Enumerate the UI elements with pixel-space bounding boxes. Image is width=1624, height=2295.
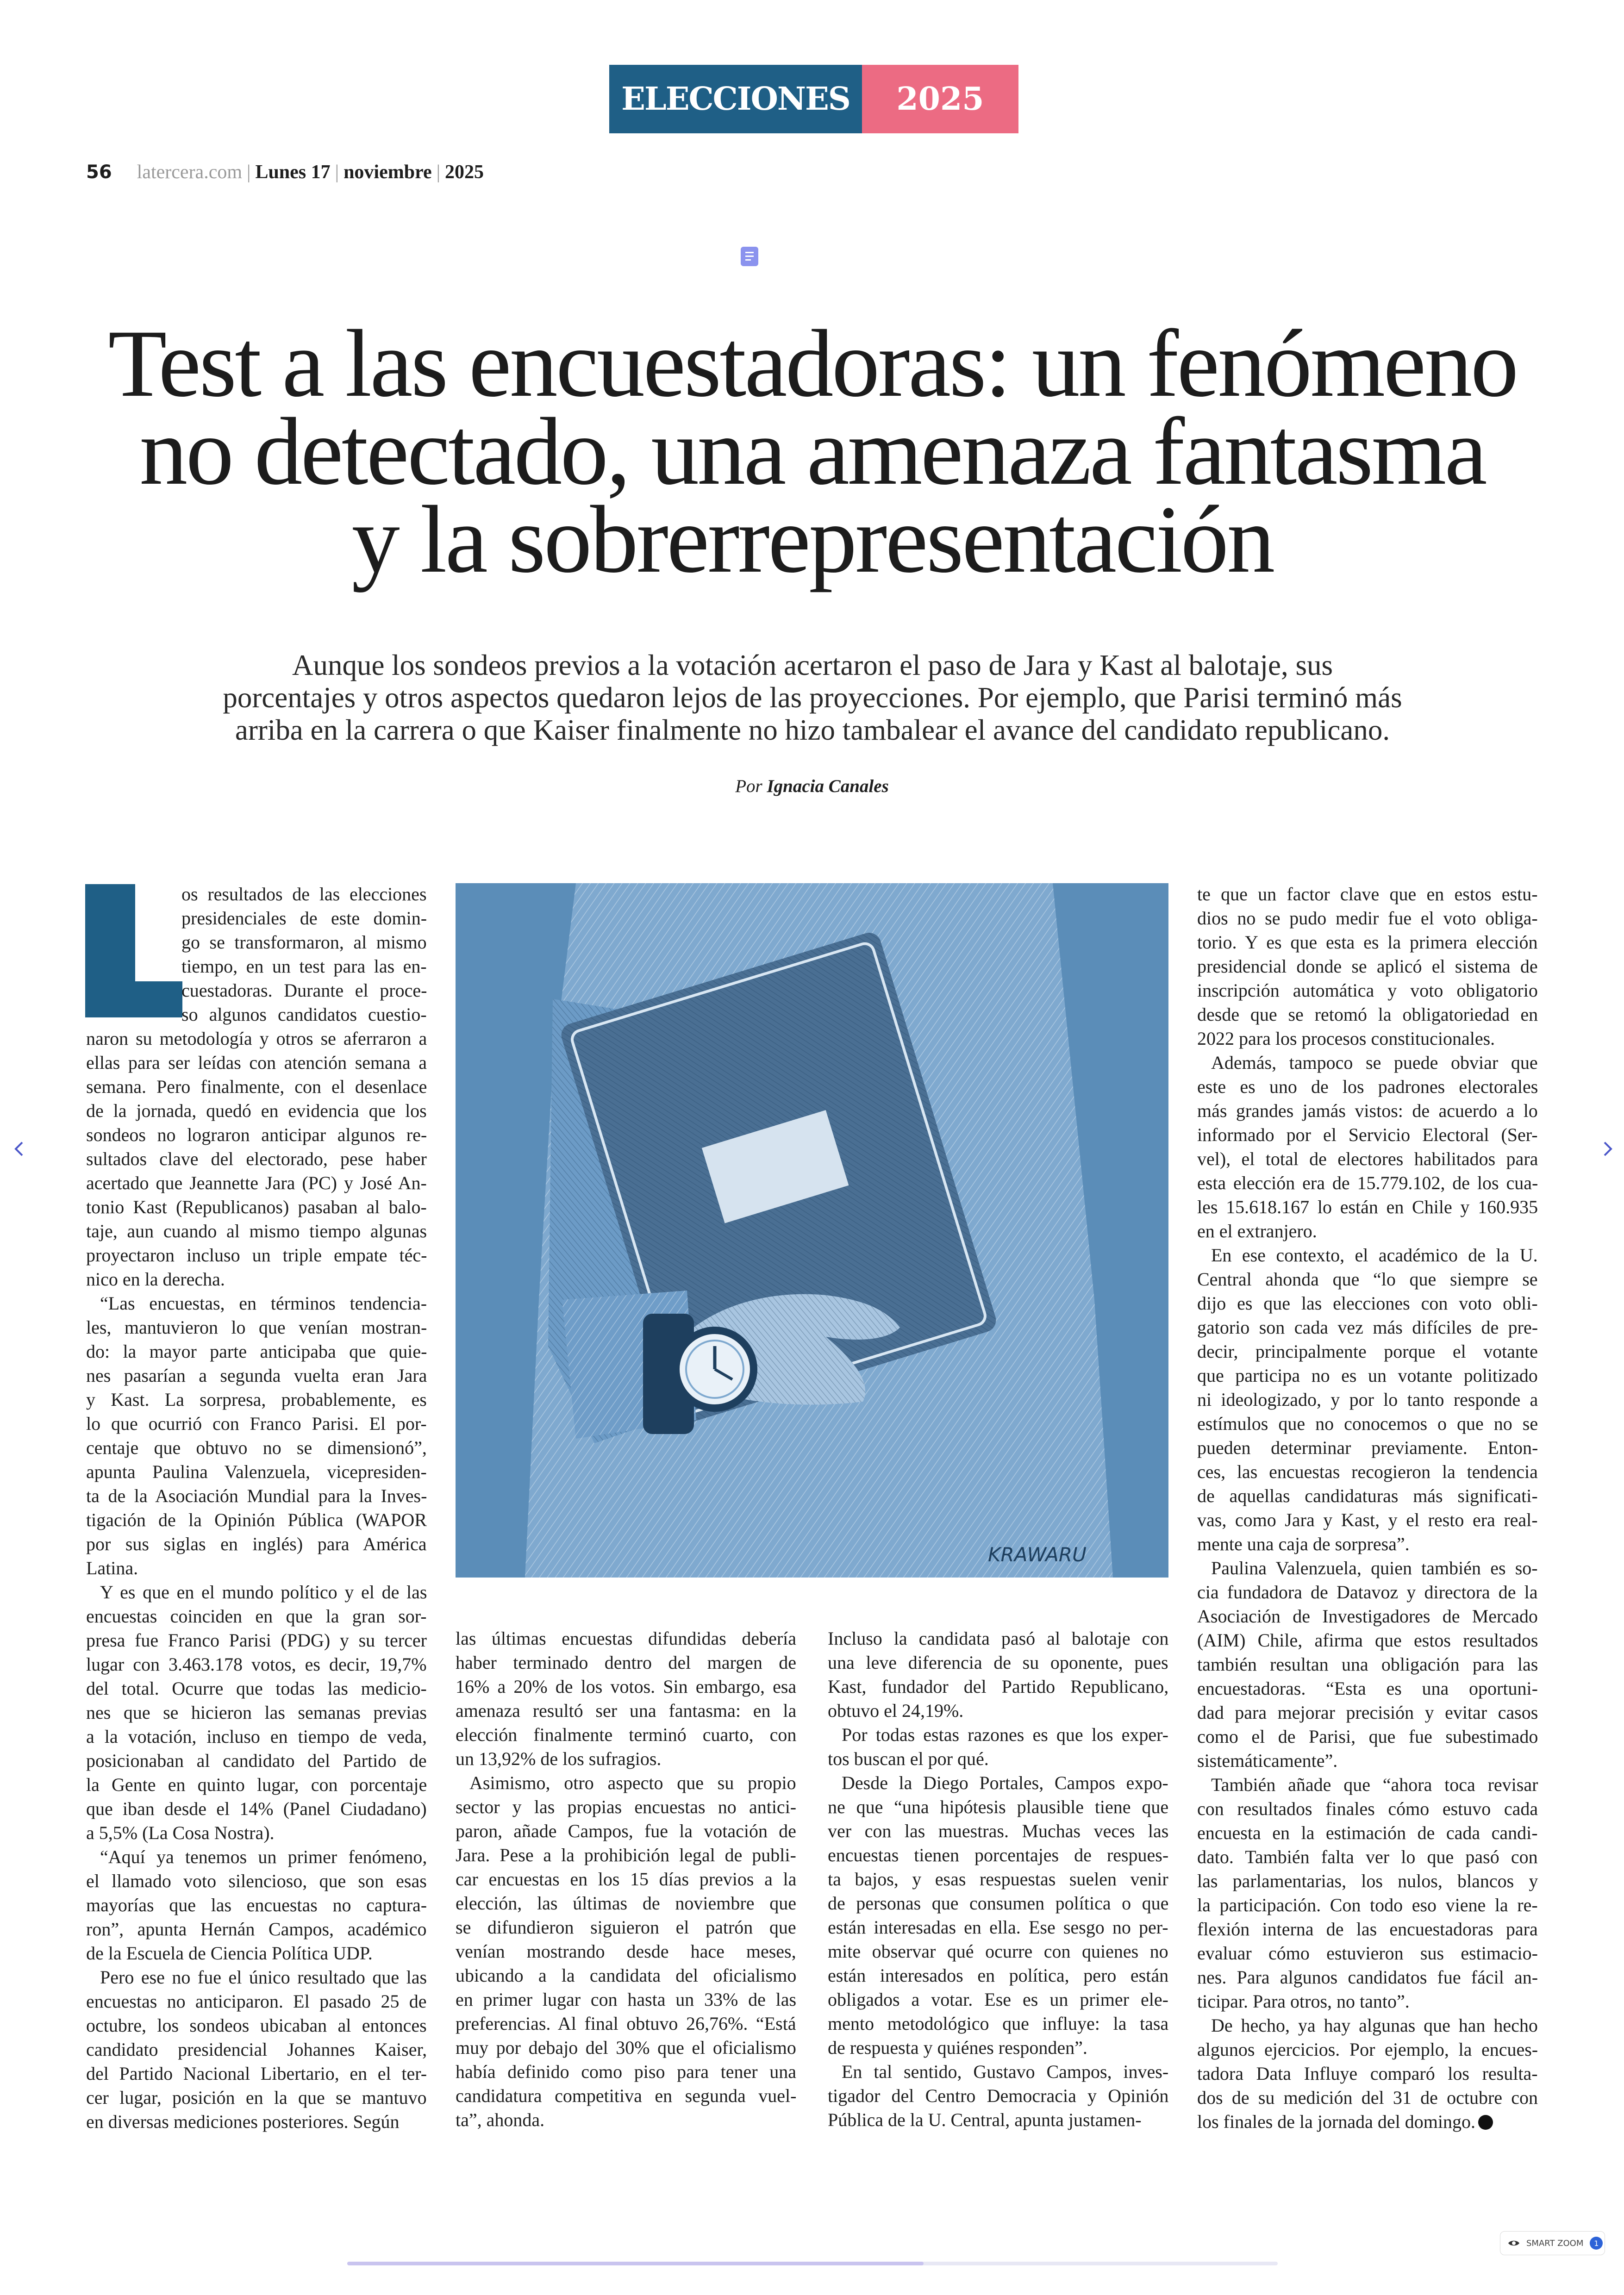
body-text-line: gatorio son cada vez más difíciles de pre- bbox=[1197, 1317, 1538, 1338]
body-text-line: ubicando a la candidata del oficialismo bbox=[456, 1965, 797, 1986]
drop-cap-letter-l bbox=[85, 884, 135, 1017]
body-text-line: paron, añade Campos, fue la votación de bbox=[456, 1821, 796, 1841]
body-text-line: lo que ocurrió con Franco Parisi. El por- bbox=[86, 1413, 427, 1434]
folio-separator: | bbox=[247, 162, 251, 183]
body-text-line: Jara. Pese a la prohibición legal de publi- bbox=[456, 1845, 796, 1865]
body-text-line: también resultan una obligación para las bbox=[1197, 1654, 1538, 1675]
body-text-line: están interesadas en ella. Ese sesgo no per- bbox=[828, 1917, 1168, 1938]
body-text-line: apunta Paulina Valenzuela, vicepresiden- bbox=[86, 1461, 427, 1482]
body-text-line: ellas para ser leídas con atención semana a bbox=[86, 1052, 427, 1073]
body-text-line: la Gente en quinto lugar, con porcentaje bbox=[86, 1774, 427, 1795]
folio-year: 2025 bbox=[445, 162, 484, 183]
body-text-line: “Aquí ya tenemos un primer fenómeno, bbox=[100, 1846, 427, 1867]
headline-line: no detectado, una amenaza fantasma bbox=[139, 398, 1486, 505]
dek-line: Aunque los sondeos previos a la votación acertaron el paso de Jara y Kast al balotaje, sus bbox=[292, 649, 1333, 681]
body-text-line: en el extranjero. bbox=[1197, 1221, 1317, 1241]
author-name: Ignacia Canales bbox=[767, 776, 889, 796]
article-dek bbox=[157, 649, 1468, 746]
body-text-line: Por todas estas razones es que los exper- bbox=[842, 1724, 1169, 1745]
body-text-line: vas, como Jara y Kast, y el resto era real- bbox=[1197, 1509, 1538, 1530]
body-text-line: mayorías que las encuestas no captura- bbox=[86, 1895, 427, 1915]
body-text-line: “Las encuestas, en términos tendencia- bbox=[100, 1293, 427, 1314]
body-text-line: proyectaron incluso un triple empate téc- bbox=[86, 1245, 427, 1266]
body-text-line: tadora Data Influye comparó los resulta- bbox=[1197, 2063, 1538, 2084]
body-text-line: cuestadoras. Durante el proce- bbox=[181, 980, 427, 1001]
body-text-line: dios no se pudo medir fue el voto obliga- bbox=[1197, 908, 1538, 929]
eye-icon bbox=[1508, 2239, 1520, 2247]
body-text-line: algunos ejercicios. Por ejemplo, la encues- bbox=[1197, 2039, 1538, 2060]
body-text-line: que participa no es un votante politizado bbox=[1197, 1365, 1538, 1386]
body-text-line: encuestas coinciden en que la gran sor- bbox=[86, 1606, 427, 1627]
body-text-line: 2022 para los procesos constitucionales. bbox=[1197, 1028, 1495, 1049]
body-text-line: en diversas mediciones posteriores. Según bbox=[86, 2111, 400, 2132]
body-text-line: so algunos candidatos cuestio- bbox=[181, 1004, 427, 1025]
body-text-line: había definido como piso para tener una bbox=[456, 2061, 796, 2082]
body-text-line: se difundieron siguieron el patrón que bbox=[456, 1917, 796, 1938]
body-text-line: tigación de la Opinión Pública (WAPOR bbox=[86, 1509, 427, 1530]
body-text-line: lugar con 3.463.178 votos, es decir, 19,7% bbox=[86, 1654, 427, 1675]
body-text-line: te que un factor clave que en estos estu- bbox=[1197, 884, 1538, 904]
body-text-line: del Partido Nacional Libertario, en el ter- bbox=[86, 2063, 427, 2084]
smart-zoom-badge: 1 bbox=[1590, 2237, 1603, 2250]
body-text-line: ces, las encuestas recogieron la tendencia bbox=[1197, 1461, 1538, 1482]
body-text-line: les 15.618.167 lo están en Chile y 160.935 bbox=[1197, 1197, 1538, 1217]
body-text-line: tonio Kast (Republicanos) pasaban al balo- bbox=[86, 1197, 427, 1217]
body-text-line: pueden determinar previamente. Enton- bbox=[1197, 1437, 1538, 1458]
body-text-line: encuesta en la estimación de cada candi- bbox=[1197, 1822, 1538, 1843]
body-text-line: nes pasarían a segunda vuelta eran Jara bbox=[86, 1365, 427, 1386]
body-text-line: mento metodológico que influye: la tasa bbox=[828, 2013, 1169, 2034]
body-text-line: del total. Ocurre que todas las medicio- bbox=[86, 1678, 427, 1699]
body-text-line: do: la mayor parte anticipaba que quie- bbox=[86, 1341, 427, 1362]
body-text-line: Latina. bbox=[86, 1558, 138, 1578]
article-text-icon[interactable] bbox=[741, 247, 758, 266]
body-text-line: ver con las muestras. Muchas veces las bbox=[828, 1821, 1169, 1841]
body-text-line: muy por debajo del 30% que el oficialismo bbox=[456, 2037, 796, 2058]
body-text-line: y Kast. La sorpresa, probablemente, es bbox=[86, 1389, 427, 1410]
body-text-line: un 13,92% de los sufragios. bbox=[456, 1748, 662, 1769]
body-text-line: elección finalmente terminó cuarto, con bbox=[456, 1724, 797, 1745]
illustration-person-holding-book bbox=[456, 883, 1168, 1578]
body-text-line: acertado que Jeannette Jara (PC) y José An- bbox=[86, 1172, 427, 1193]
byline bbox=[694, 776, 930, 797]
body-text-line: Asimismo, otro aspecto que su propio bbox=[469, 1772, 796, 1793]
body-text-line: sistemáticamente”. bbox=[1197, 1750, 1338, 1771]
body-text-line: las parlamentarias, los nulos, blancos y bbox=[1197, 1871, 1538, 1891]
body-text-line: torio. Y es que esta es la primera elección bbox=[1197, 932, 1538, 953]
illustration-signature: KRAWARU bbox=[988, 1543, 1087, 1566]
body-text-line: preferencias. Al final obtuvo 26,76%. “Está bbox=[456, 2013, 796, 2034]
body-text-line: de aquellas candidaturas más significati- bbox=[1197, 1485, 1538, 1506]
body-text-line: encuestas no anticiparon. El pasado 25 de bbox=[86, 1991, 427, 2012]
body-text-line: mite observar qué ocurre con quienes no bbox=[828, 1941, 1168, 1962]
body-text-line: por sus siglas en inglés) para América bbox=[86, 1534, 427, 1554]
body-text-line: os resultados de las elecciones bbox=[181, 884, 427, 904]
body-text-line: encuestas tienen porcentajes de respues- bbox=[828, 1845, 1169, 1865]
body-text-line: Pública de la U. Central, apunta justamen- bbox=[828, 2109, 1142, 2130]
previous-page-icon[interactable] bbox=[10, 1140, 29, 1158]
body-text-line: encuestadoras. “Esta es una oportuni- bbox=[1197, 1678, 1538, 1699]
body-text-line: Y es que en el mundo político y el de las bbox=[100, 1582, 427, 1603]
body-text-line: Central ahonda que “lo que siempre se bbox=[1197, 1269, 1538, 1290]
body-text-line: en primer lugar con hasta un 33% de las bbox=[456, 1989, 797, 2010]
body-text-line: También añade que “ahora toca revisar bbox=[1211, 1774, 1538, 1795]
body-text-line: mente una caja de sorpresa”. bbox=[1197, 1534, 1410, 1554]
body-text-line: informado por el Servicio Electoral (Ser- bbox=[1197, 1124, 1538, 1145]
body-text-line: (AIM) Chile, afirma que estos resultados bbox=[1197, 1630, 1538, 1651]
byline-prefix: Por bbox=[735, 776, 762, 796]
body-text-line: ta de la Asociación Mundial para la Inves- bbox=[86, 1485, 427, 1506]
article-headline bbox=[56, 310, 1569, 592]
site-name: latercera.com bbox=[137, 162, 243, 183]
body-text-line: octubre, los sondeos ubicaban al entonces bbox=[86, 2015, 427, 2036]
body-text-line: naron su metodología y otros se aferraron a bbox=[86, 1028, 427, 1049]
folio-day: Lunes 17 bbox=[255, 162, 331, 183]
dek-line: arriba en la carrera o que Kaiser finalmente no hizo tambalear el avance del candidato republicano. bbox=[235, 714, 1390, 746]
body-text-line: nes. Para algunos candidatos fue fácil an- bbox=[1197, 1967, 1538, 1988]
page-scroll-thumb[interactable] bbox=[347, 2262, 924, 2265]
body-text-line: De hecho, ya hay algunas que han hecho bbox=[1211, 2015, 1538, 2036]
body-text-line: dato. También falta ver lo que pasó con bbox=[1197, 1846, 1538, 1867]
folio-month: noviembre bbox=[344, 162, 432, 183]
body-text-line: esta elección era de 15.779.102, de los cua- bbox=[1197, 1172, 1538, 1193]
body-text-line: de respuesta y quiénes responden”. bbox=[828, 2037, 1087, 2058]
headline-line: y la sobrerrepresentación bbox=[351, 486, 1274, 592]
body-text-line: obligados a votar. Ese es un primer ele- bbox=[828, 1989, 1168, 2010]
section-label: ELECCIONES bbox=[609, 65, 862, 133]
body-text-line: tos buscan el por qué. bbox=[828, 1748, 989, 1769]
body-text-line: haber terminado dentro del margen de bbox=[456, 1652, 797, 1673]
headline-line: Test a las encuestadoras: un fenómeno bbox=[108, 310, 1517, 417]
folio-separator: | bbox=[436, 162, 441, 183]
section-year: 2025 bbox=[862, 65, 1018, 133]
body-text-line: dijo es que las elecciones con voto obli- bbox=[1197, 1293, 1538, 1314]
body-text-line: go se transformaron, al mismo bbox=[181, 932, 427, 953]
body-text-line: presa fue Franco Parisi (PDG) y su tercer bbox=[86, 1630, 427, 1651]
body-text-line: sector y las propias encuestas no antici- bbox=[456, 1796, 797, 1817]
body-text-line: sondeos no lograron anticipar algunos re- bbox=[86, 1124, 427, 1145]
body-text-line: de la Escuela de Ciencia Política UDP. bbox=[86, 1943, 373, 1964]
body-text-line: nico en la derecha. bbox=[86, 1269, 225, 1290]
body-text-line: Incluso la candidata pasó al balotaje con bbox=[828, 1628, 1169, 1649]
body-text-line: con resultados finales cómo estuvo cada bbox=[1197, 1798, 1538, 1819]
body-text-line: Pero ese no fue el único resultado que las bbox=[100, 1967, 427, 1988]
body-text-line: Kast, fundador del Partido Republicano, bbox=[828, 1676, 1169, 1697]
body-text-line: presidencial donde se aplicó el sistema de bbox=[1197, 956, 1538, 977]
dek-line: porcentajes y otros aspectos quedaron lejos de las proyecciones. Por ejemplo, que Parisi terminó más bbox=[223, 681, 1402, 714]
section-banner bbox=[609, 65, 1018, 133]
body-text-line: presidenciales de este domin- bbox=[181, 908, 427, 929]
body-text-line: inscripción automática y voto obligatorio bbox=[1197, 980, 1538, 1001]
body-text-line: a 5,5% (La Cosa Nostra). bbox=[86, 1822, 275, 1843]
body-text-line: tigador del Centro Democracia y Opinión bbox=[828, 2085, 1169, 2106]
body-text-line: candidato presidencial Johannes Kaiser, bbox=[86, 2039, 427, 2060]
page-number: 56 bbox=[86, 162, 112, 183]
body-text-line: vel), el total de electores habilitados para bbox=[1197, 1148, 1538, 1169]
folio-line bbox=[86, 161, 484, 183]
body-text-line: ne que “una hipótesis plausible tiene que bbox=[828, 1796, 1169, 1817]
body-text-line: En tal sentido, Gustavo Campos, inves- bbox=[842, 2061, 1169, 2082]
body-text-line: candidatura competitiva en segunda vuel- bbox=[456, 2085, 797, 2106]
body-text-line: dos de su medición del 31 de octubre con bbox=[1197, 2087, 1538, 2108]
body-text-line: Desde la Diego Portales, Campos expo- bbox=[842, 1772, 1168, 1793]
body-text-line: taje, aun cuando al mismo tiempo algunas bbox=[86, 1221, 427, 1241]
body-text-line: flexión interna de las encuestadoras para bbox=[1197, 1919, 1538, 1940]
body-text-line: el llamado voto silencioso, que son esas bbox=[86, 1871, 427, 1891]
body-text-line: Paulina Valenzuela, quien también es so- bbox=[1211, 1558, 1538, 1578]
body-text-line: car encuestas en los 15 días previos a la bbox=[456, 1869, 797, 1890]
body-text-line: las últimas encuestas difundidas debería bbox=[456, 1628, 797, 1649]
body-text-line: cer lugar, posición en la que se mantuvo bbox=[86, 2087, 427, 2108]
body-text-line: venían mostrando desde hace meses, bbox=[456, 1941, 796, 1962]
body-text-line: evaluar cómo estuvieron sus estimacio- bbox=[1197, 1943, 1538, 1964]
body-text-line: Además, tampoco se puede obviar que bbox=[1211, 1052, 1538, 1073]
body-text-line: les, mantuvieron lo que venían mostran- bbox=[86, 1317, 427, 1338]
body-text-line: ni ideologizado, y por lo tanto responde a bbox=[1197, 1389, 1538, 1410]
body-text-line: desde que se retomó la obligatoriedad en bbox=[1197, 1004, 1538, 1025]
body-text-line: decir, principalmente porque el votante bbox=[1197, 1341, 1538, 1362]
end-of-article-mark bbox=[1478, 2115, 1493, 2130]
body-text-line: ticipar. Para otros, no tanto”. bbox=[1197, 1991, 1410, 2012]
body-text-line: elección, las últimas de noviembre que bbox=[456, 1893, 797, 1914]
body-text-line: sultados clave del electorado, pese haber bbox=[86, 1148, 427, 1169]
body-text-line: ta”, ahonda. bbox=[456, 2109, 545, 2130]
body-text-line: de personas que consumen política o que bbox=[828, 1893, 1169, 1914]
folio-separator: | bbox=[335, 162, 339, 183]
body-text-line: semana. Pero finalmente, con el desenlace bbox=[86, 1076, 427, 1097]
body-text-line: En ese contexto, el académico de la U. bbox=[1211, 1245, 1538, 1266]
body-text-line: ta bajos, y esas respuestas suelen venir bbox=[828, 1869, 1168, 1890]
body-text-line: Asociación de Investigadores de Mercado bbox=[1197, 1606, 1538, 1627]
body-text-line: están interesados en política, pero están bbox=[828, 1965, 1169, 1986]
body-text-line: este es uno de los padrones electorales bbox=[1197, 1076, 1538, 1097]
body-text-line: que iban desde el 14% (Panel Ciudadano) bbox=[86, 1798, 427, 1819]
body-text-line: cia fundadora de Datavoz y directora de la bbox=[1197, 1582, 1538, 1603]
body-text-line: los finales de la jornada del domingo. bbox=[1197, 2110, 1493, 2134]
body-text-line: centaje que obtuvo no se dimensionó”, bbox=[86, 1437, 427, 1458]
body-text-line: 16% a 20% de los votos. Sin embargo, esa bbox=[456, 1676, 797, 1697]
smart-zoom-button[interactable] bbox=[1500, 2231, 1605, 2255]
body-text-line: más grandes jamás vistos: de acuerdo a lo bbox=[1197, 1100, 1538, 1121]
body-text-line: como el de Parisi, que fue subestimado bbox=[1197, 1726, 1538, 1747]
body-text-line: posicionaban al candidato del Partido de bbox=[86, 1750, 427, 1771]
body-text-line: una leve diferencia de su oponente, pues bbox=[828, 1652, 1168, 1673]
smart-zoom-label: SMART ZOOM bbox=[1526, 2238, 1584, 2248]
body-text-line: ron”, apunta Hernán Campos, académico bbox=[86, 1919, 427, 1940]
body-text-line: amenaza resultó ser una fantasma: en la bbox=[456, 1700, 797, 1721]
body-text-line: a la votación, incluso en tiempo de veda, bbox=[86, 1726, 427, 1747]
body-text-line: nes que se hicieron las semanas previas bbox=[86, 1702, 427, 1723]
body-text-line: dad para mejorar precisión y evitar casos bbox=[1197, 1702, 1538, 1723]
body-text-line: obtuvo el 24,19%. bbox=[828, 1700, 964, 1721]
next-page-icon[interactable] bbox=[1598, 1140, 1617, 1158]
body-text-line: tiempo, en un test para las en- bbox=[181, 956, 427, 977]
body-text-line: estímulos que no conocemos o que no se bbox=[1197, 1413, 1538, 1434]
body-text-line: la participación. Con todo eso viene la re- bbox=[1197, 1895, 1538, 1915]
body-text-line: de la jornada, quedó en evidencia que los bbox=[86, 1100, 427, 1121]
